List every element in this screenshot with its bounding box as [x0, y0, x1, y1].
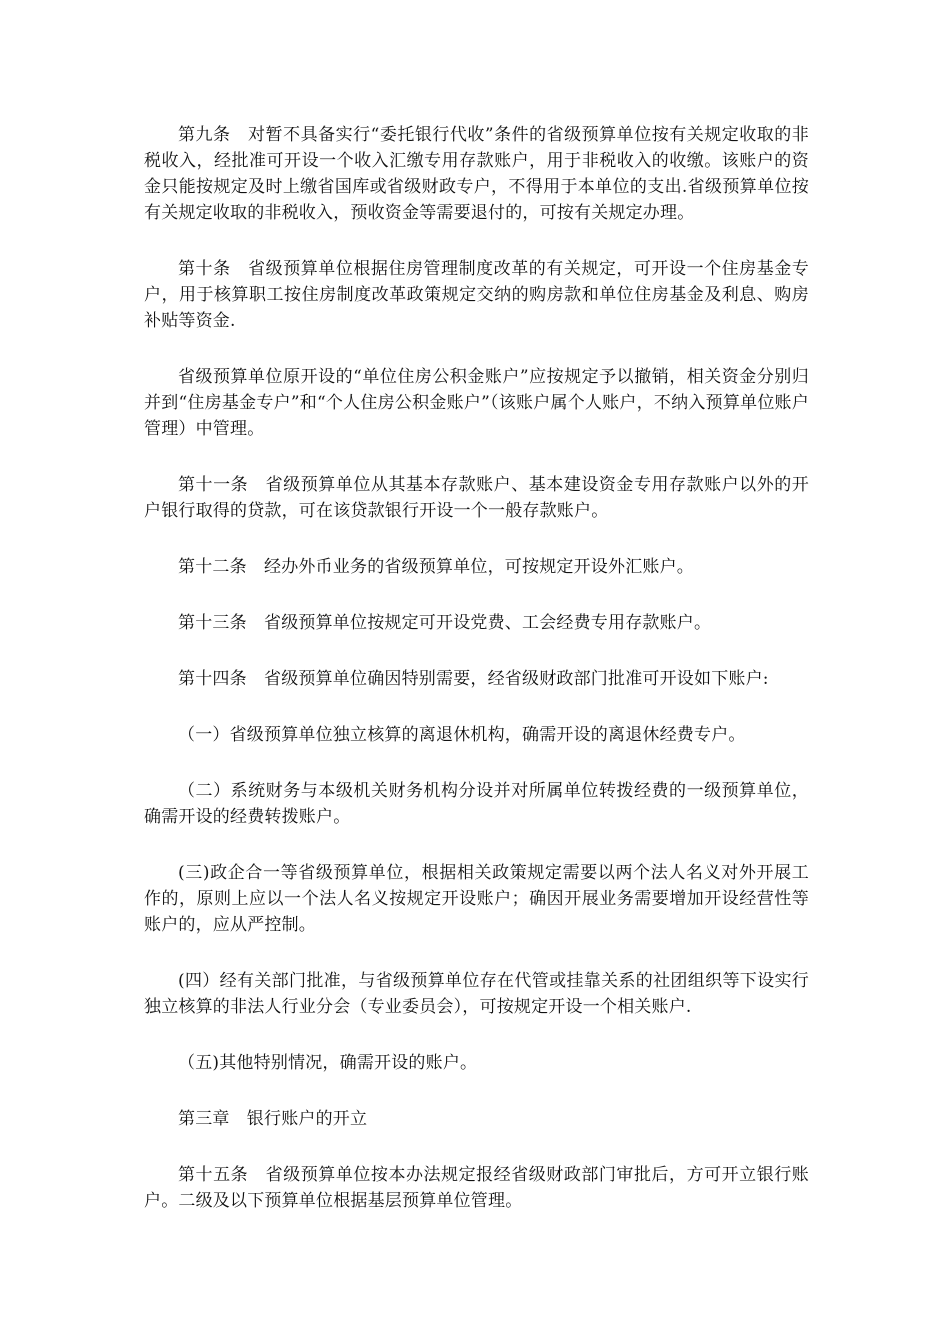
- paragraph-article-15: 第十五条 省级预算单位按本办法规定报经省级财政部门审批后，方可开立银行账户。二级及以下预算单位根据基层预算单位管理。: [144, 1165, 809, 1211]
- paragraph-article-10: 第十条 省级预算单位根据住房管理制度改革的有关规定，可开设一个住房基金专户，用于核算职工按住房制度改革政策规定交纳的购房款和单位住房基金及利息、购房补贴等资金.: [144, 259, 809, 331]
- paragraph-item-3: (三)政企合一等省级预算单位，根据相关政策规定需要以两个法人名义对外开展工作的，原则上应以一个法人名义按规定开设账户；确因开展业务需要增加开设经营性等账户的，应从严控制。: [144, 863, 809, 935]
- paragraph-article-13: 第十三条 省级预算单位按规定可开设党费、工会经费专用存款账户。: [178, 613, 712, 633]
- chapter-3-heading: 第三章 银行账户的开立: [178, 1109, 368, 1129]
- paragraph-item-2: （二）系统财务与本级机关财务机构分设并对所属单位转拨经费的一级预算单位，确需开设的经费转拨账户。: [144, 781, 809, 827]
- paragraph-housing-fund-note: 省级预算单位原开设的“单位住房公积金账户”应按规定予以撤销，相关资金分别归并到“住房基金专户”和“个人住房公积金账户”（该账户属个人账户，不纳入预算单位账户管理）中管理。: [144, 367, 809, 439]
- paragraph-item-1: （一）省级预算单位独立核算的离退休机构，确需开设的离退休经费专户。: [178, 725, 746, 745]
- paragraph-article-14: 第十四条 省级预算单位确因特别需要，经省级财政部门批准可开设如下账户:: [178, 669, 769, 689]
- paragraph-article-11: 第十一条 省级预算单位从其基本存款账户、基本建设资金专用存款账户以外的开户银行取得的贷款，可在该贷款银行开设一个一般存款账户。: [144, 475, 809, 521]
- paragraph-item-5: （五)其他特别情况，确需开设的账户。: [178, 1053, 478, 1073]
- document-body: [144, 122, 809, 1244]
- paragraph-article-9: 第九条 对暂不具备实行“委托银行代收”条件的省级预算单位按有关规定收取的非税收入，经批准可开设一个收入汇缴专用存款账户，用于非税收入的收缴。该账户的资金只能按规定及时上缴省国库或省级财政专户，不得用于本单位的支出.省级预算单位按有关规定收取的非税收入，预收资金等需要退付的，可按有关规定办理。: [144, 125, 809, 223]
- paragraph-item-4: (四）经有关部门批准，与省级预算单位存在代管或挂靠关系的社团组织等下设实行独立核算的非法人行业分会（专业委员会），可按规定开设一个相关账户.: [144, 971, 809, 1017]
- paragraph-article-12: 第十二条 经办外币业务的省级预算单位，可按规定开设外汇账户。: [178, 557, 694, 577]
